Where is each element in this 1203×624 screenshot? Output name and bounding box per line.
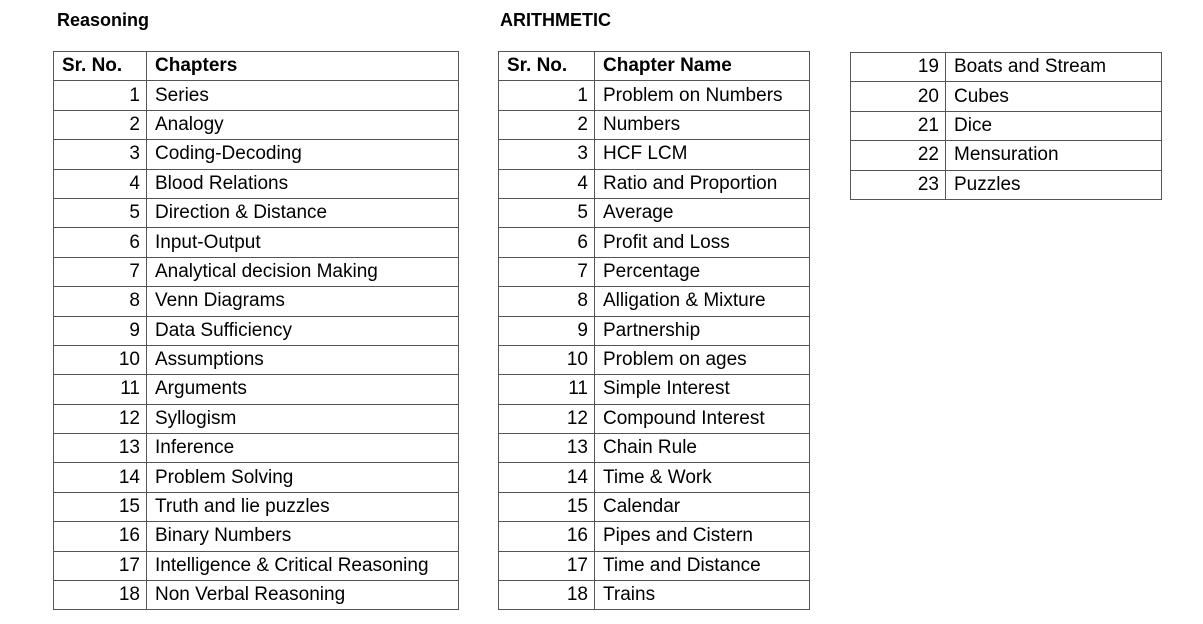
chapter-cell: Ratio and Proportion xyxy=(595,169,810,198)
chapter-cell: Syllogism xyxy=(147,404,459,433)
table-row xyxy=(499,257,810,286)
chapter-cell: Problem on ages xyxy=(595,345,810,374)
sr-no-cell: 9 xyxy=(499,316,595,345)
chapter-cell: Binary Numbers xyxy=(147,522,459,551)
arithmetic-table xyxy=(498,51,810,610)
table-row xyxy=(499,434,810,463)
sr-no-cell: 11 xyxy=(499,375,595,404)
table-row xyxy=(54,345,459,374)
chapter-cell: Dice xyxy=(946,111,1162,140)
chapter-cell: Cubes xyxy=(946,82,1162,111)
table-row xyxy=(54,81,459,110)
sr-no-cell: 6 xyxy=(54,228,147,257)
chapter-cell: HCF LCM xyxy=(595,140,810,169)
table-row xyxy=(54,551,459,580)
table-row xyxy=(499,140,810,169)
table-row xyxy=(499,198,810,227)
table-row xyxy=(499,581,810,610)
chapter-cell: Problem Solving xyxy=(147,463,459,492)
sr-no-cell: 6 xyxy=(499,228,595,257)
sr-no-cell: 18 xyxy=(499,581,595,610)
table-row xyxy=(499,375,810,404)
chapter-cell: Alligation & Mixture xyxy=(595,287,810,316)
sr-no-cell: 8 xyxy=(499,287,595,316)
table-row xyxy=(54,110,459,139)
table-row xyxy=(499,551,810,580)
sr-no-cell: 17 xyxy=(499,551,595,580)
chapter-cell: Puzzles xyxy=(946,170,1162,199)
chapter-cell: Coding-Decoding xyxy=(147,140,459,169)
table-row xyxy=(54,581,459,610)
header-sr-no: Sr. No. xyxy=(499,52,595,81)
chapter-cell: Time & Work xyxy=(595,463,810,492)
chapter-cell: Assumptions xyxy=(147,345,459,374)
sr-no-cell: 15 xyxy=(54,492,147,521)
table-row xyxy=(499,345,810,374)
table-row xyxy=(851,53,1162,82)
sr-no-cell: 20 xyxy=(851,82,946,111)
sr-no-cell: 4 xyxy=(499,169,595,198)
table-row xyxy=(54,522,459,551)
table-row xyxy=(54,463,459,492)
chapter-cell: Series xyxy=(147,81,459,110)
table-row xyxy=(851,82,1162,111)
sr-no-cell: 16 xyxy=(499,522,595,551)
chapter-cell: Problem on Numbers xyxy=(595,81,810,110)
chapter-cell: Blood Relations xyxy=(147,169,459,198)
table-row xyxy=(54,316,459,345)
table-row xyxy=(54,198,459,227)
chapter-cell: Profit and Loss xyxy=(595,228,810,257)
reasoning-table xyxy=(53,51,459,610)
chapter-cell: Partnership xyxy=(595,316,810,345)
sr-no-cell: 10 xyxy=(499,345,595,374)
sr-no-cell: 8 xyxy=(54,287,147,316)
table-row xyxy=(54,375,459,404)
sr-no-cell: 22 xyxy=(851,141,946,170)
sr-no-cell: 7 xyxy=(54,257,147,286)
sr-no-cell: 21 xyxy=(851,111,946,140)
reasoning-heading: Reasoning xyxy=(57,10,150,30)
chapter-cell: Trains xyxy=(595,581,810,610)
chapter-cell: Chain Rule xyxy=(595,434,810,463)
table-row xyxy=(499,463,810,492)
table-row xyxy=(54,169,459,198)
chapter-cell: Simple Interest xyxy=(595,375,810,404)
sr-no-cell: 15 xyxy=(499,492,595,521)
sr-no-cell: 13 xyxy=(499,434,595,463)
chapter-cell: Mensuration xyxy=(946,141,1162,170)
sr-no-cell: 18 xyxy=(54,581,147,610)
table-header-row xyxy=(54,52,459,81)
chapter-cell: Analytical decision Making xyxy=(147,257,459,286)
sr-no-cell: 7 xyxy=(499,257,595,286)
chapter-cell: Percentage xyxy=(595,257,810,286)
sr-no-cell: 14 xyxy=(54,463,147,492)
table-row xyxy=(499,110,810,139)
chapter-cell: Truth and lie puzzles xyxy=(147,492,459,521)
sr-no-cell: 5 xyxy=(499,198,595,227)
table-row xyxy=(54,434,459,463)
chapter-cell: Direction & Distance xyxy=(147,198,459,227)
table-row xyxy=(499,228,810,257)
chapter-cell: Numbers xyxy=(595,110,810,139)
chapter-cell: Venn Diagrams xyxy=(147,287,459,316)
header-chapter: Chapters xyxy=(147,52,459,81)
table-row xyxy=(54,287,459,316)
sr-no-cell: 2 xyxy=(499,110,595,139)
table-row xyxy=(499,169,810,198)
sr-no-cell: 16 xyxy=(54,522,147,551)
table-row xyxy=(851,141,1162,170)
chapter-cell: Inference xyxy=(147,434,459,463)
sr-no-cell: 3 xyxy=(54,140,147,169)
header-sr-no: Sr. No. xyxy=(54,52,147,81)
table-row xyxy=(851,170,1162,199)
sr-no-cell: 4 xyxy=(54,169,147,198)
chapter-cell: Arguments xyxy=(147,375,459,404)
arithmetic-table-continued xyxy=(850,52,1162,200)
chapter-cell: Pipes and Cistern xyxy=(595,522,810,551)
chapter-cell: Average xyxy=(595,198,810,227)
sr-no-cell: 13 xyxy=(54,434,147,463)
sr-no-cell: 10 xyxy=(54,345,147,374)
sr-no-cell: 12 xyxy=(499,404,595,433)
table-row xyxy=(54,228,459,257)
sr-no-cell: 1 xyxy=(499,81,595,110)
table-row xyxy=(54,257,459,286)
chapter-cell: Input-Output xyxy=(147,228,459,257)
sr-no-cell: 9 xyxy=(54,316,147,345)
table-row xyxy=(499,404,810,433)
sr-no-cell: 17 xyxy=(54,551,147,580)
chapter-cell: Non Verbal Reasoning xyxy=(147,581,459,610)
table-row xyxy=(54,140,459,169)
chapter-cell: Calendar xyxy=(595,492,810,521)
sr-no-cell: 23 xyxy=(851,170,946,199)
table-header-row xyxy=(499,52,810,81)
chapter-cell: Boats and Stream xyxy=(946,53,1162,82)
header-chapter: Chapter Name xyxy=(595,52,810,81)
chapter-cell: Analogy xyxy=(147,110,459,139)
sr-no-cell: 3 xyxy=(499,140,595,169)
table-row xyxy=(499,287,810,316)
table-row xyxy=(499,492,810,521)
sr-no-cell: 2 xyxy=(54,110,147,139)
sr-no-cell: 1 xyxy=(54,81,147,110)
sr-no-cell: 19 xyxy=(851,53,946,82)
sr-no-cell: 11 xyxy=(54,375,147,404)
chapter-cell: Data Sufficiency xyxy=(147,316,459,345)
chapter-cell: Intelligence & Critical Reasoning xyxy=(147,551,459,580)
sr-no-cell: 5 xyxy=(54,198,147,227)
table-row xyxy=(499,81,810,110)
sr-no-cell: 14 xyxy=(499,463,595,492)
table-row xyxy=(54,492,459,521)
table-row xyxy=(499,522,810,551)
table-row xyxy=(499,316,810,345)
table-row xyxy=(54,404,459,433)
table-row xyxy=(851,111,1162,140)
chapter-cell: Time and Distance xyxy=(595,551,810,580)
chapter-cell: Compound Interest xyxy=(595,404,810,433)
arithmetic-heading: ARITHMETIC xyxy=(500,10,611,30)
sr-no-cell: 12 xyxy=(54,404,147,433)
